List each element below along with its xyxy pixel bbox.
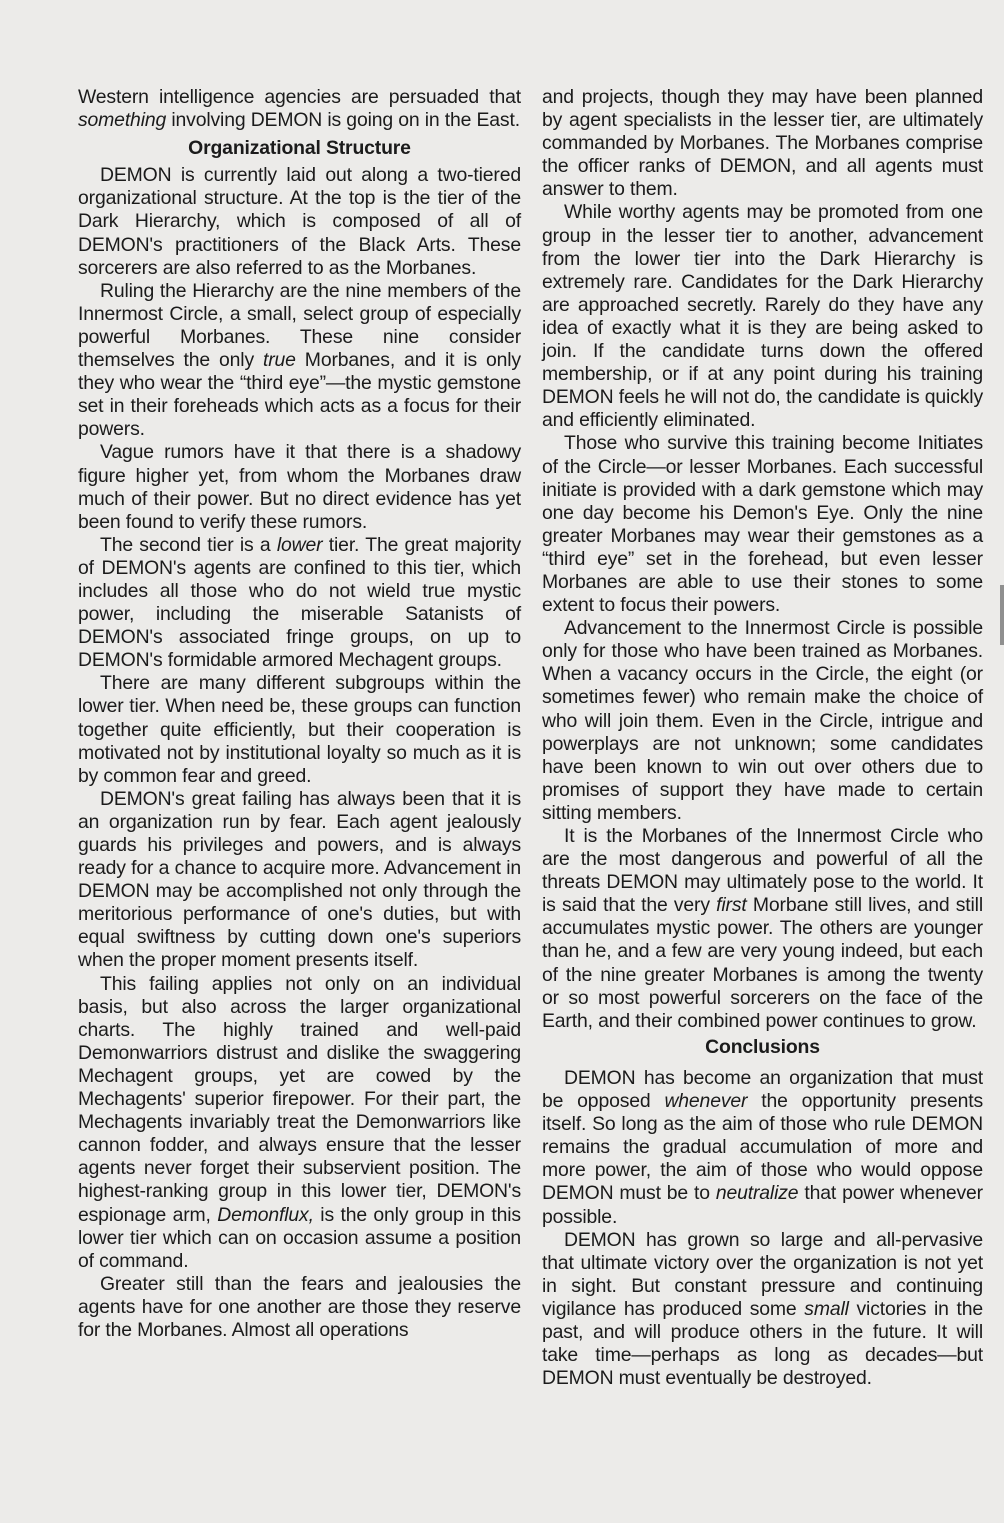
paragraph: DEMON's great failing has always been that it is an organization run by fear. Each agent jealously guards his privileges and powers, and is always ready for a chance to acquire more. Advancement in DEMON may be accomplished not only through the meritorious performance of one's duties, but with equal swiftness by cutting down one's superiors when the proper moment presents itself. bbox=[78, 787, 521, 972]
paragraph: and projects, though they may have been planned by agent specialists in the lesser tier, are ultimately commanded by Morbanes. The Morbanes comprise the officer ranks of DEMON, and all agents must answer to them. bbox=[542, 86, 983, 201]
left-column bbox=[78, 86, 521, 1342]
section-heading-organizational-structure: Organizational Structure bbox=[188, 137, 411, 160]
right-column bbox=[542, 86, 983, 1390]
paragraph: Ruling the Hierarchy are the nine members of the Innermost Circle, a small, select group of especially powerful Morbanes. These nine consider themselves the only true Morbanes, and it is only they who wear the “third eye”—the mystic gemstone set in their foreheads which acts as a focus for their powers. bbox=[78, 279, 521, 441]
paragraph: It is the Morbanes of the Innermost Circle who are the most dangerous and powerful of all the threats DEMON may ultimately pose to the world. It is said that the very first Morbane still lives, and still accumulates mystic power. The others are younger than he, and a few are very young indeed, but each of the nine greater Morbanes is among the twenty or so most powerful sorcerers on the face of the Earth, and their combined power continues to grow. bbox=[542, 825, 983, 1032]
paragraph: The second tier is a lower tier. The great majority of DEMON's agents are confined to this tier, which includes all those who do not wield true mystic power, including the miserable Satanists of DEMON's associated fringe groups, on up to DEMON's formidable armored Mechagent groups. bbox=[78, 533, 521, 672]
paragraph: Advancement to the Innermost Circle is possible only for those who have been trained as Morbanes. When a vacancy occurs in the Circle, the eight (or sometimes fewer) who remain make the choice of who will join them. Even in the Circle, intrigue and powerplays are not unknown; some candidates have been known to win out over others due to promises of support they have made to certain sitting members. bbox=[542, 617, 983, 824]
paragraph: DEMON is currently laid out along a two-tiered organizational structure. At the top is the tier of the Dark Hierarchy, which is composed of all of DEMON's practitioners of the Black Arts. These sorcerers are also referred to as the Morbanes. bbox=[78, 164, 521, 279]
paragraph: While worthy agents may be promoted from one group in the lesser tier to another, advancement from the lower tier into the Dark Hierarchy is extremely rare. Candidates for the Dark Hierarchy are approached secretly. Rarely do they have any idea of exactly what it is they are being asked to join. If the candidate turns down the offered membership, or if at any point during his training DEMON feels he will not do, the candidate is quickly and efficiently eliminated. bbox=[542, 201, 983, 432]
paragraph: This failing applies not only on an individual basis, but also across the larger organizational charts. The highly trained and well-paid Demonwarriors distrust and dislike the swaggering Mechagent groups, yet are cowed by the Mechagents' superior firepower. For their part, the Mechagents invariably treat the Demonwarriors like cannon fodder, and always ensure that the lesser agents never forget their subservient position. The highest-ranking group in this lower tier, DEMON's espionage arm, Demonflux, is the only group in this lower tier which can on occasion assume a position of command. bbox=[78, 972, 521, 1272]
page-edge-mark bbox=[1000, 585, 1004, 645]
section-heading-conclusions: Conclusions bbox=[705, 1035, 820, 1058]
paragraph: Those who survive this training become Initiates of the Circle—or lesser Morbanes. Each successful initiate is provided with a dark gemstone which may one day become his Demon's Eye. Only the nine greater Morbanes may wear their gemstones as a “third eye” set in the forehead, but even lesser Morbanes are able to use their stones to some extent to focus their powers. bbox=[542, 432, 983, 617]
paragraph: Vague rumors have it that there is a shadowy figure higher yet, from whom the Morbanes draw much of their power. But no direct evidence has yet been found to verify these rumors. bbox=[78, 441, 521, 533]
paragraph: DEMON has become an organization that must be opposed whenever the opportunity presents itself. So long as the aim of those who rule DEMON remains the gradual accumulation of more and more power, the aim of those who would oppose DEMON must be to neutralize that power whenever possible. bbox=[542, 1066, 984, 1228]
paragraph: There are many different subgroups within the lower tier. When need be, these groups can function together quite efficiently, but their cooperation is motivated not by institutional loyalty so much as it is by common fear and greed. bbox=[78, 672, 521, 787]
paragraph: Western intelligence agencies are persuaded that something involving DEMON is going on in the East. bbox=[78, 86, 521, 132]
paragraph: DEMON has grown so large and all-pervasive that ultimate victory over the organization is not yet in sight. But constant pressure and continuing vigilance has produced some small victories in the past, and will produce others in the future. It will take time—perhaps as long as decades—but DEMON must eventually be destroyed. bbox=[542, 1228, 984, 1390]
paragraph: Greater still than the fears and jealousies the agents have for one another are those they reserve for the Morbanes. Almost all operations bbox=[78, 1272, 521, 1341]
